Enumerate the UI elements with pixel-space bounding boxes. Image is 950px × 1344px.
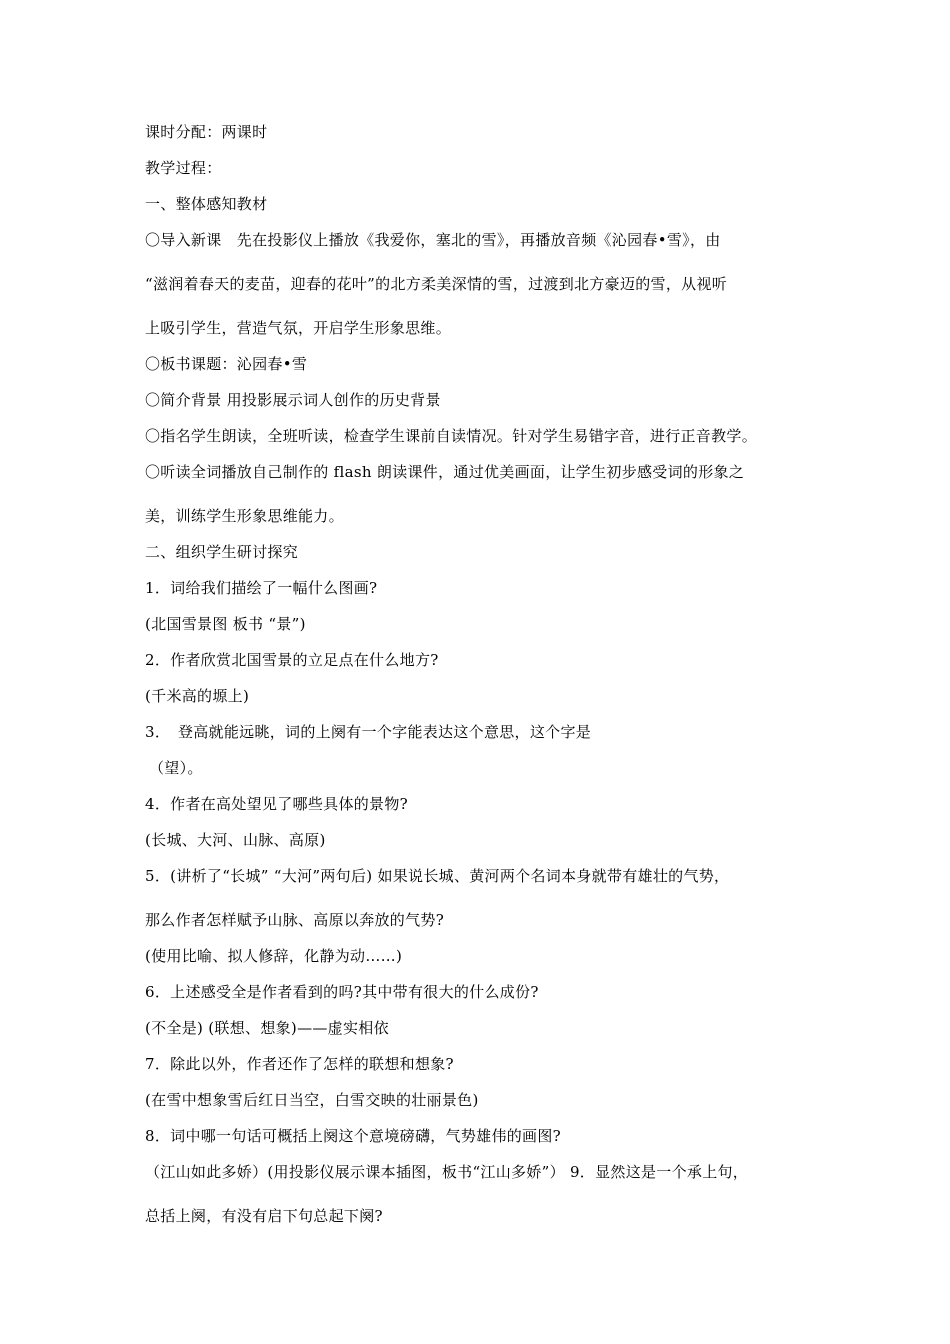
- heading-part-one: 一、整体感知教材: [145, 195, 268, 213]
- answer-8-line-2: 总括上阕，有没有启下句总起下阕?: [145, 1207, 383, 1225]
- answer-5: (使用比喻、拟人修辞，化静为动……): [145, 947, 403, 965]
- paragraph-flash-line-1: 〇听读全词播放自己制作的 flash 朗读课件，通过优美画面，让学生初步感受词的形象之: [145, 463, 745, 481]
- lesson-allocation: 课时分配：两课时: [145, 123, 268, 141]
- paragraph-background: 〇简介背景 用投影展示词人创作的历史背景: [145, 391, 441, 409]
- answer-6: (不全是) (联想、想象)——虚实相依: [145, 1019, 389, 1037]
- heading-part-two: 二、组织学生研讨探究: [145, 543, 299, 561]
- question-8: 8．词中哪一句话可概括上阕这个意境磅礴，气势雄伟的画图?: [145, 1127, 561, 1145]
- answer-1: (北国雪景图 板书 “景”): [145, 615, 306, 633]
- document-body: [145, 122, 815, 1226]
- paragraph-flash-line-2: 美，训练学生形象思维能力。: [145, 507, 344, 525]
- answer-2: (千米高的塬上): [145, 687, 250, 705]
- question-4: 4．作者在高处望见了哪些具体的景物?: [145, 795, 408, 813]
- question-1: 1．词给我们描绘了一幅什么图画?: [145, 579, 378, 597]
- question-5-line-1: 5．(讲析了“长城” “大河”两句后) 如果说长城、黄河两个名词本身就带有雄壮的气势，: [145, 867, 730, 885]
- section-process: 教学过程：: [145, 159, 222, 177]
- paragraph-intro-line-3: 上吸引学生，营造气氛，开启学生形象思维。: [145, 319, 452, 337]
- answer-4: (长城、大河、山脉、高原): [145, 831, 326, 849]
- paragraph-intro-line-1: 〇导入新课 先在投影仪上播放《我爱你，塞北的雪》，再播放音频《沁园春•雪》，由: [145, 231, 721, 249]
- question-5-line-2: 那么作者怎样赋予山脉、高原以奔放的气势?: [145, 911, 445, 929]
- answer-3: （望）。: [149, 759, 203, 777]
- paragraph-reading: 〇指名学生朗读，全班听读，检查学生课前自读情况。针对学生易错字音，进行正音教学。: [145, 427, 758, 445]
- paragraph-intro-line-2: “滋润着春天的麦苗，迎春的花叶”的北方柔美深情的雪，过渡到北方豪迈的雪，从视听: [145, 275, 728, 293]
- answer-8-line-1: （江山如此多娇）(用投影仪展示课本插图，板书“江山多娇”） 9．显然这是一个承上句，: [145, 1163, 749, 1181]
- paragraph-title-board: 〇板书课题：沁园春•雪: [145, 355, 308, 373]
- question-3: 3． 登高就能远眺，词的上阕有一个字能表达这个意思，这个字是: [145, 723, 592, 741]
- question-6: 6．上述感受全是作者看到的吗?其中带有很大的什么成份?: [145, 983, 539, 1001]
- answer-7: (在雪中想象雪后红日当空，白雪交映的壮丽景色): [145, 1091, 479, 1109]
- question-7: 7．除此以外，作者还作了怎样的联想和想象?: [145, 1055, 454, 1073]
- question-2: 2．作者欣赏北国雪景的立足点在什么地方?: [145, 651, 439, 669]
